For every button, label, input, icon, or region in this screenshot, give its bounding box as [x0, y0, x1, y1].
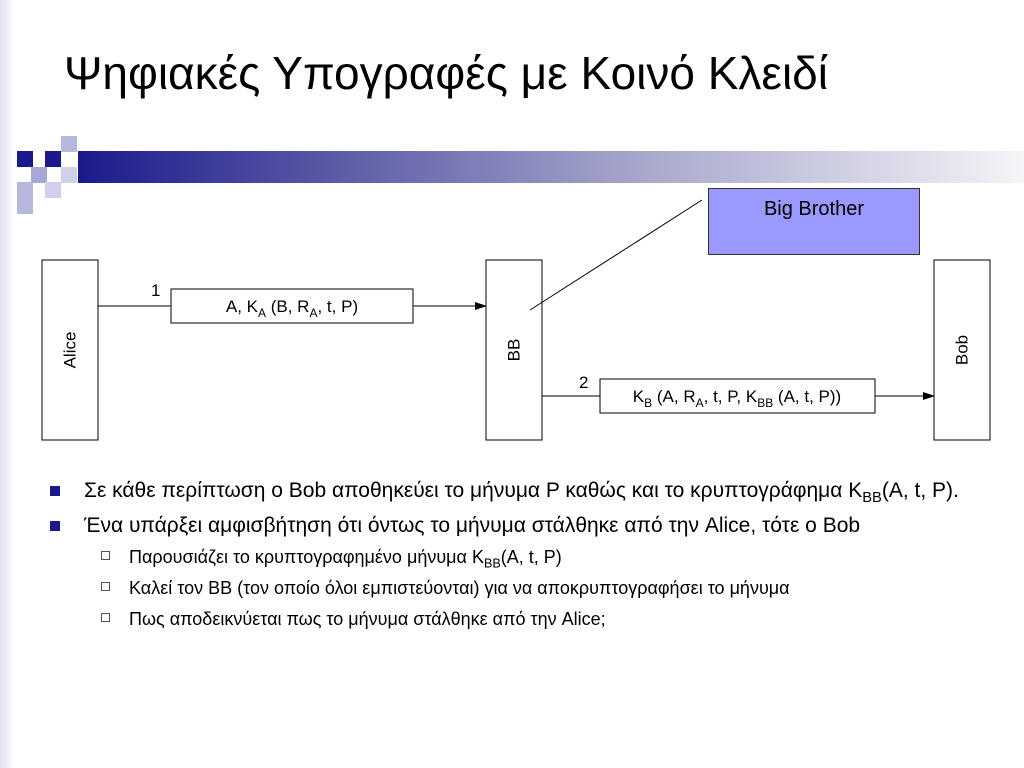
sub-bullet-item: [84, 607, 994, 631]
sub-bullet-item: [84, 545, 994, 569]
message-2-subscript: A: [695, 396, 704, 410]
bullet-text: (A, t, P).: [881, 479, 959, 502]
big-brother-box: [708, 188, 920, 255]
bullet-subscript: BB: [862, 490, 882, 507]
message-2-part: K: [632, 387, 645, 406]
bullet-list: [44, 475, 994, 638]
alice-label: Alice: [60, 331, 80, 369]
hollow-square-bullet-icon: [101, 582, 110, 591]
message-2-part: (A, R: [652, 387, 696, 406]
message-1-part: , t, P): [317, 297, 359, 316]
bb-label: BB: [504, 338, 524, 362]
bullet-item: [44, 510, 994, 631]
message-1-subscript: A: [309, 306, 318, 320]
message-2-number: 2: [579, 373, 589, 392]
slide-title: Ψηφιακές Υπογραφές με Κοινό Κλειδί: [64, 47, 828, 99]
message-1-subscript: A: [258, 306, 267, 320]
bob-label: Bob: [952, 334, 972, 366]
message-2-part: , t, P, K: [703, 387, 758, 406]
sub-bullet-text: Καλεί τον BB (τον οποίο όλοι εμπιστεύονται) για να αποκρυπτογραφήσει το μήνυμα: [129, 578, 790, 598]
bullet-text: Σε κάθε περίπτωση ο Bob αποθηκεύει το μήνυμα P καθώς και το κρυπτογράφημα K: [84, 479, 863, 502]
message-1-part: (B, R: [266, 297, 310, 316]
big-brother-label: Big Brother: [763, 198, 865, 220]
big-brother-connector: [530, 200, 702, 310]
bullet-item: [44, 475, 994, 506]
message-2-subscript: BB: [757, 396, 774, 410]
sub-bullet-item: [84, 576, 994, 600]
square-bullet-icon: [50, 486, 60, 496]
bullet-text: Ένα υπάρξει αμφισβήτηση ότι όντως το μήνυμα στάλθηκε από την Alice, τότε ο Bob: [84, 514, 861, 537]
message-2-part: (A, t, P)): [773, 387, 842, 406]
message-1-part: A, K: [225, 297, 259, 316]
square-bullet-icon: [50, 521, 60, 531]
sub-bullet-subscript: BB: [483, 556, 501, 571]
hollow-square-bullet-icon: [101, 613, 110, 622]
sub-bullet-text: Παρουσιάζει το κρυπτογραφημένο μήνυμα K: [129, 547, 484, 567]
message-1-number: 1: [151, 281, 161, 300]
sub-bullet-list: [84, 545, 994, 631]
message-2-subscript: B: [644, 396, 653, 410]
sub-bullet-text: Πως αποδεικνύεται πως το μήνυμα στάλθηκε από την Alice;: [129, 609, 606, 629]
hollow-square-bullet-icon: [101, 551, 110, 560]
sub-bullet-text: (A, t, P): [500, 547, 562, 567]
